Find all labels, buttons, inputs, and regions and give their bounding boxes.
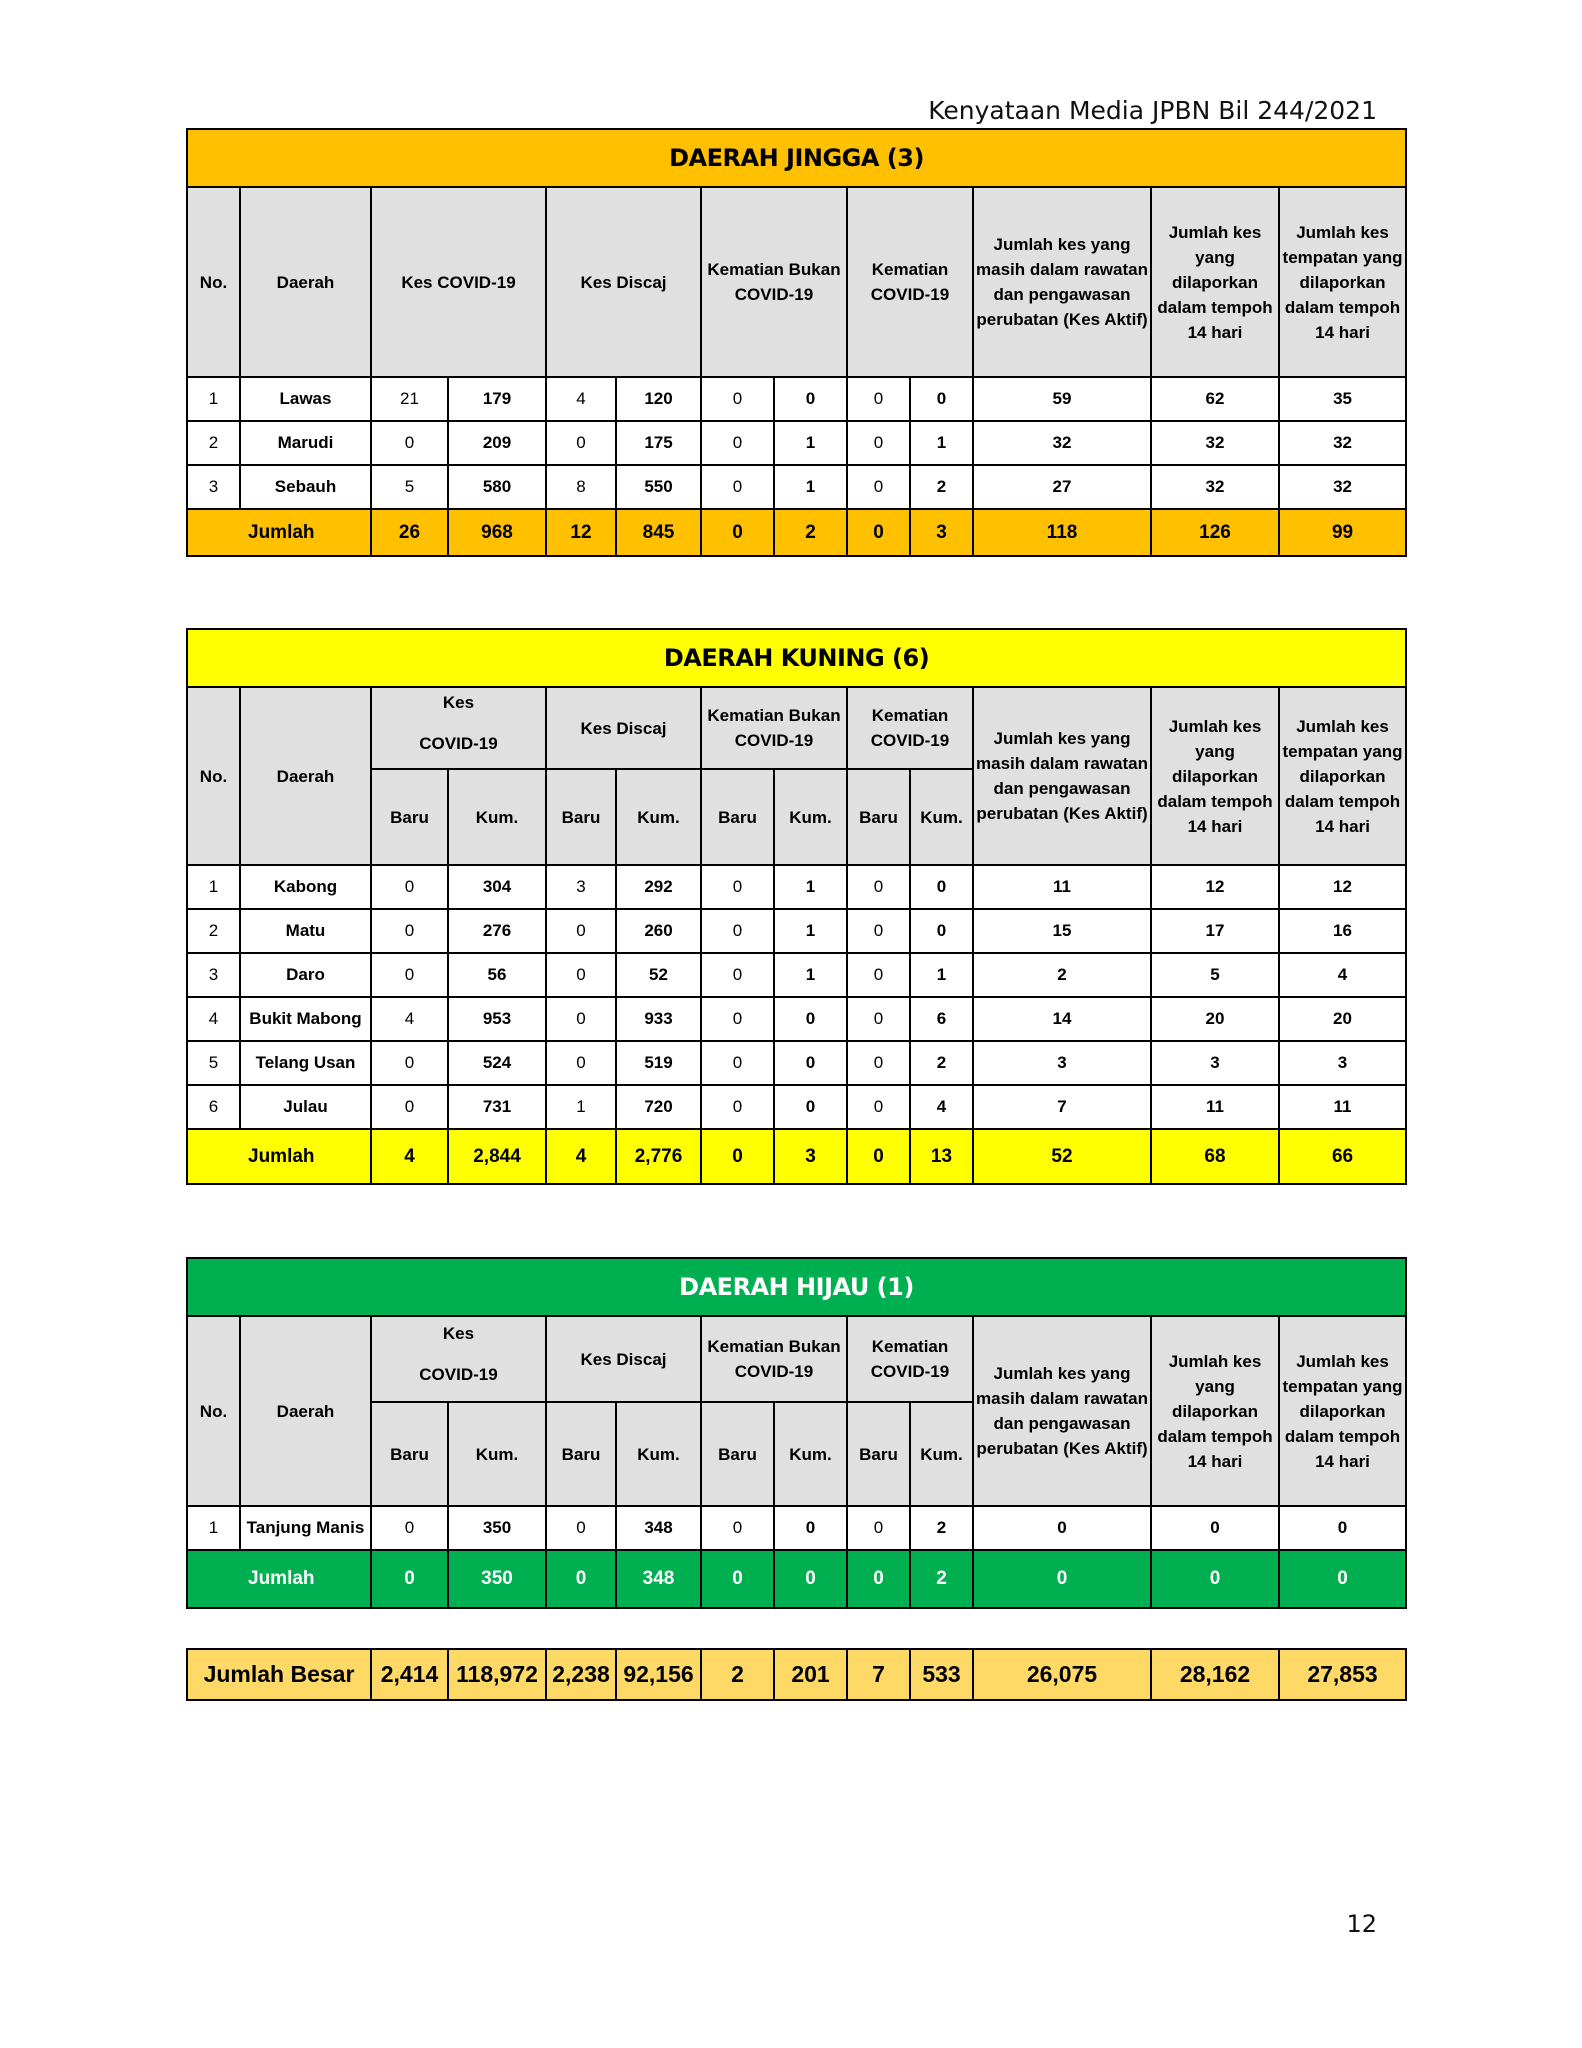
col-kes-discaj: Kes Discaj [546, 1316, 701, 1402]
table-cell: 0 [774, 1506, 847, 1550]
table-cell: 0 [847, 1085, 910, 1129]
col-no: No. [187, 1316, 240, 1506]
grand-total-cell: 27,853 [1279, 1649, 1406, 1700]
table-cell: 2 [973, 953, 1151, 997]
total-cell: 2 [774, 509, 847, 556]
col-baru: Baru [546, 1402, 616, 1506]
grand-total-cell: 118,972 [448, 1649, 546, 1700]
total-cell: 0 [1151, 1550, 1279, 1608]
table-cell: 0 [371, 421, 448, 465]
table-cell: 0 [546, 953, 616, 997]
total-cell: 4 [546, 1129, 616, 1184]
col-kematian-bukan: Kematian Bukan COVID-19 [701, 187, 847, 377]
table-cell: 62 [1151, 377, 1279, 421]
district-name: Julau [240, 1085, 371, 1129]
grand-total-cell: 2,238 [546, 1649, 616, 1700]
table-cell: 350 [448, 1506, 546, 1550]
table-cell: 276 [448, 909, 546, 953]
table-cell: 59 [973, 377, 1151, 421]
row-number: 3 [187, 465, 240, 509]
table-cell: 1 [774, 909, 847, 953]
table-cell: 32 [1279, 465, 1406, 509]
table-cell: 32 [1279, 421, 1406, 465]
table-cell: 0 [371, 953, 448, 997]
total-cell: 0 [701, 509, 774, 556]
table-cell: 0 [847, 997, 910, 1041]
col-kes-covid-line1: Kes [442, 1324, 475, 1343]
table-cell: 4 [546, 377, 616, 421]
table-cell: 0 [847, 865, 910, 909]
row-number: 4 [187, 997, 240, 1041]
region-title: DAERAH JINGGA (3) [187, 129, 1406, 187]
table-cell: 4 [371, 997, 448, 1041]
table-cell: 0 [701, 465, 774, 509]
table-daerah-hijau [186, 1257, 1407, 1609]
table-cell: 0 [774, 377, 847, 421]
table-cell: 550 [616, 465, 701, 509]
total-cell: 0 [774, 1550, 847, 1608]
grand-total-cell: 92,156 [616, 1649, 701, 1700]
grand-total-cell: 7 [847, 1649, 910, 1700]
table-cell: 0 [371, 865, 448, 909]
col-kematian-covid: Kematian COVID-19 [847, 187, 973, 377]
table-grand-total [186, 1648, 1407, 1701]
col-kum: Kum. [616, 1402, 701, 1506]
table-cell: 1 [774, 465, 847, 509]
col-kes-aktif: Jumlah kes yang masih dalam rawatan dan pengawasan perubatan (Kes Aktif) [973, 687, 1151, 865]
table-cell: 0 [910, 909, 973, 953]
grand-total-cell: 2,414 [371, 1649, 448, 1700]
table-cell: 0 [701, 1041, 774, 1085]
table-cell: 1 [774, 953, 847, 997]
col-baru: Baru [847, 1402, 910, 1506]
total-cell: 26 [371, 509, 448, 556]
table-cell: 348 [616, 1506, 701, 1550]
total-cell: 0 [847, 1550, 910, 1608]
col-baru: Baru [371, 769, 448, 865]
col-kes-covid [371, 1316, 546, 1402]
table-cell: 0 [701, 997, 774, 1041]
total-cell: 2,844 [448, 1129, 546, 1184]
table-cell: 2 [910, 1506, 973, 1550]
col-kematian-bukan: Kematian Bukan COVID-19 [701, 1316, 847, 1402]
table-cell: 0 [546, 909, 616, 953]
total-cell: 0 [371, 1550, 448, 1608]
col-kes-covid-line2: COVID-19 [419, 734, 498, 753]
col-kematian-bukan: Kematian Bukan COVID-19 [701, 687, 847, 769]
col-kes-14hari: Jumlah kes yang dilaporkan dalam tempoh 14 hari [1151, 187, 1279, 377]
total-cell: 0 [847, 509, 910, 556]
col-baru: Baru [701, 769, 774, 865]
table-row [187, 997, 1406, 1041]
col-tempatan-14hari: Jumlah kes tempatan yang dilaporkan dalam tempoh 14 hari [1279, 1316, 1406, 1506]
table-cell: 1 [910, 421, 973, 465]
table-cell: 32 [1151, 465, 1279, 509]
col-kes-14hari: Jumlah kes yang dilaporkan dalam tempoh 14 hari [1151, 1316, 1279, 1506]
col-daerah: Daerah [240, 187, 371, 377]
district-name: Kabong [240, 865, 371, 909]
table-cell: 0 [910, 377, 973, 421]
page-number: 12 [1346, 1910, 1377, 1938]
total-label: Jumlah [187, 509, 371, 556]
table-cell: 20 [1279, 997, 1406, 1041]
table-cell: 0 [847, 1506, 910, 1550]
table-cell: 0 [371, 1506, 448, 1550]
col-daerah: Daerah [240, 687, 371, 865]
table-cell: 0 [701, 421, 774, 465]
table-cell: 0 [371, 1041, 448, 1085]
table-cell: 0 [701, 909, 774, 953]
col-kum: Kum. [774, 1402, 847, 1506]
table-cell: 0 [910, 865, 973, 909]
table-cell: 0 [847, 909, 910, 953]
table-cell: 8 [546, 465, 616, 509]
table-row [187, 1506, 1406, 1550]
col-kes-covid-line1: Kes [442, 693, 475, 712]
table-cell: 52 [616, 953, 701, 997]
district-name: Sebauh [240, 465, 371, 509]
col-baru: Baru [701, 1402, 774, 1506]
table-cell: 0 [701, 953, 774, 997]
total-label: Jumlah [187, 1129, 371, 1184]
table-cell: 2 [910, 465, 973, 509]
total-cell: 12 [546, 509, 616, 556]
table-cell: 0 [701, 1506, 774, 1550]
grand-total-cell: 26,075 [973, 1649, 1151, 1700]
grand-total-cell: 2 [701, 1649, 774, 1700]
table-row [187, 1041, 1406, 1085]
table-cell: 11 [1279, 1085, 1406, 1129]
table-cell: 0 [774, 1041, 847, 1085]
table-cell: 6 [910, 997, 973, 1041]
total-cell: 0 [847, 1129, 910, 1184]
table-cell: 32 [1151, 421, 1279, 465]
col-kes-discaj: Kes Discaj [546, 187, 701, 377]
table-daerah-jingga [186, 128, 1407, 557]
total-cell: 968 [448, 509, 546, 556]
table-cell: 1 [774, 421, 847, 465]
table-cell: 0 [847, 377, 910, 421]
table-cell: 1 [774, 865, 847, 909]
col-kum: Kum. [910, 1402, 973, 1506]
table-cell: 0 [546, 1506, 616, 1550]
col-kum: Kum. [448, 769, 546, 865]
table-cell: 720 [616, 1085, 701, 1129]
table-cell: 15 [973, 909, 1151, 953]
grand-total-cell: 533 [910, 1649, 973, 1700]
col-no: No. [187, 187, 240, 377]
table-cell: 292 [616, 865, 701, 909]
table-cell: 524 [448, 1041, 546, 1085]
row-number: 6 [187, 1085, 240, 1129]
table-cell: 0 [774, 997, 847, 1041]
table-cell: 953 [448, 997, 546, 1041]
col-kes-discaj: Kes Discaj [546, 687, 701, 769]
table-cell: 12 [1151, 865, 1279, 909]
col-kematian-covid: Kematian COVID-19 [847, 687, 973, 769]
row-number: 5 [187, 1041, 240, 1085]
total-cell: 66 [1279, 1129, 1406, 1184]
table-cell: 27 [973, 465, 1151, 509]
grand-total-label: Jumlah Besar [187, 1649, 371, 1700]
row-number: 2 [187, 909, 240, 953]
total-cell: 0 [1279, 1550, 1406, 1608]
table-cell: 0 [973, 1506, 1151, 1550]
total-cell: 118 [973, 509, 1151, 556]
total-cell: 3 [910, 509, 973, 556]
table-cell: 17 [1151, 909, 1279, 953]
row-number: 1 [187, 377, 240, 421]
total-cell: 2,776 [616, 1129, 701, 1184]
table-cell: 0 [546, 1041, 616, 1085]
district-name: Lawas [240, 377, 371, 421]
table-cell: 12 [1279, 865, 1406, 909]
table-cell: 0 [701, 377, 774, 421]
total-cell: 348 [616, 1550, 701, 1608]
table-cell: 933 [616, 997, 701, 1041]
table-cell: 3 [973, 1041, 1151, 1085]
total-cell: 126 [1151, 509, 1279, 556]
district-name: Tanjung Manis [240, 1506, 371, 1550]
total-cell: 845 [616, 509, 701, 556]
table-cell: 120 [616, 377, 701, 421]
col-kes-covid-line2: COVID-19 [419, 1365, 498, 1384]
table-cell: 0 [847, 421, 910, 465]
region-title: DAERAH HIJAU (1) [187, 1258, 1406, 1316]
table-row [187, 865, 1406, 909]
table-cell: 32 [973, 421, 1151, 465]
table-cell: 4 [1279, 953, 1406, 997]
district-name: Matu [240, 909, 371, 953]
table-cell: 179 [448, 377, 546, 421]
grand-total-cell: 28,162 [1151, 1649, 1279, 1700]
col-daerah: Daerah [240, 1316, 371, 1506]
total-cell: 3 [774, 1129, 847, 1184]
document-header: Kenyataan Media JPBN Bil 244/2021 [928, 96, 1377, 125]
table-cell: 0 [847, 465, 910, 509]
total-cell: 13 [910, 1129, 973, 1184]
row-number: 3 [187, 953, 240, 997]
table-cell: 0 [1279, 1506, 1406, 1550]
total-label: Jumlah [187, 1550, 371, 1608]
table-cell: 519 [616, 1041, 701, 1085]
col-kum: Kum. [910, 769, 973, 865]
table-row [187, 953, 1406, 997]
total-cell: 0 [546, 1550, 616, 1608]
col-kum: Kum. [616, 769, 701, 865]
table-cell: 14 [973, 997, 1151, 1041]
table-row [187, 421, 1406, 465]
total-cell: 4 [371, 1129, 448, 1184]
table-cell: 0 [847, 1041, 910, 1085]
region-title: DAERAH KUNING (6) [187, 629, 1406, 687]
table-cell: 0 [1151, 1506, 1279, 1550]
total-cell: 2 [910, 1550, 973, 1608]
table-cell: 3 [1279, 1041, 1406, 1085]
row-number: 1 [187, 865, 240, 909]
col-kum: Kum. [774, 769, 847, 865]
table-cell: 731 [448, 1085, 546, 1129]
col-kum: Kum. [448, 1402, 546, 1506]
total-cell: 0 [701, 1550, 774, 1608]
col-kes-aktif: Jumlah kes yang masih dalam rawatan dan pengawasan perubatan (Kes Aktif) [973, 187, 1151, 377]
district-name: Daro [240, 953, 371, 997]
table-cell: 175 [616, 421, 701, 465]
table-cell: 2 [910, 1041, 973, 1085]
total-cell: 0 [701, 1129, 774, 1184]
table-cell: 11 [973, 865, 1151, 909]
table-cell: 5 [1151, 953, 1279, 997]
col-kes-covid [371, 687, 546, 769]
grand-total-cell: 201 [774, 1649, 847, 1700]
district-name: Telang Usan [240, 1041, 371, 1085]
table-cell: 0 [546, 421, 616, 465]
col-kes-14hari: Jumlah kes yang dilaporkan dalam tempoh 14 hari [1151, 687, 1279, 865]
col-baru: Baru [546, 769, 616, 865]
col-tempatan-14hari: Jumlah kes tempatan yang dilaporkan dalam tempoh 14 hari [1279, 687, 1406, 865]
table-cell: 21 [371, 377, 448, 421]
col-baru: Baru [847, 769, 910, 865]
total-cell: 52 [973, 1129, 1151, 1184]
table-cell: 0 [371, 1085, 448, 1129]
row-number: 2 [187, 421, 240, 465]
table-daerah-kuning [186, 628, 1407, 1185]
total-cell: 99 [1279, 509, 1406, 556]
table-row [187, 909, 1406, 953]
table-cell: 0 [546, 997, 616, 1041]
table-cell: 20 [1151, 997, 1279, 1041]
row-number: 1 [187, 1506, 240, 1550]
total-cell: 0 [973, 1550, 1151, 1608]
table-cell: 209 [448, 421, 546, 465]
total-cell: 68 [1151, 1129, 1279, 1184]
table-cell: 1 [546, 1085, 616, 1129]
table-cell: 0 [847, 953, 910, 997]
table-cell: 7 [973, 1085, 1151, 1129]
table-cell: 0 [701, 1085, 774, 1129]
table-row [187, 465, 1406, 509]
table-cell: 5 [371, 465, 448, 509]
table-cell: 260 [616, 909, 701, 953]
table-cell: 56 [448, 953, 546, 997]
col-kes-aktif: Jumlah kes yang masih dalam rawatan dan pengawasan perubatan (Kes Aktif) [973, 1316, 1151, 1506]
table-row [187, 1085, 1406, 1129]
col-tempatan-14hari: Jumlah kes tempatan yang dilaporkan dalam tempoh 14 hari [1279, 187, 1406, 377]
col-baru: Baru [371, 1402, 448, 1506]
table-cell: 304 [448, 865, 546, 909]
table-cell: 1 [910, 953, 973, 997]
table-cell: 0 [774, 1085, 847, 1129]
table-cell: 3 [546, 865, 616, 909]
table-cell: 35 [1279, 377, 1406, 421]
district-name: Bukit Mabong [240, 997, 371, 1041]
table-cell: 4 [910, 1085, 973, 1129]
table-cell: 11 [1151, 1085, 1279, 1129]
col-no: No. [187, 687, 240, 865]
col-kes-covid: Kes COVID-19 [371, 187, 546, 377]
table-cell: 0 [371, 909, 448, 953]
district-name: Marudi [240, 421, 371, 465]
col-kematian-covid: Kematian COVID-19 [847, 1316, 973, 1402]
total-cell: 350 [448, 1550, 546, 1608]
table-cell: 3 [1151, 1041, 1279, 1085]
table-row [187, 377, 1406, 421]
table-cell: 580 [448, 465, 546, 509]
table-cell: 16 [1279, 909, 1406, 953]
table-cell: 0 [701, 865, 774, 909]
